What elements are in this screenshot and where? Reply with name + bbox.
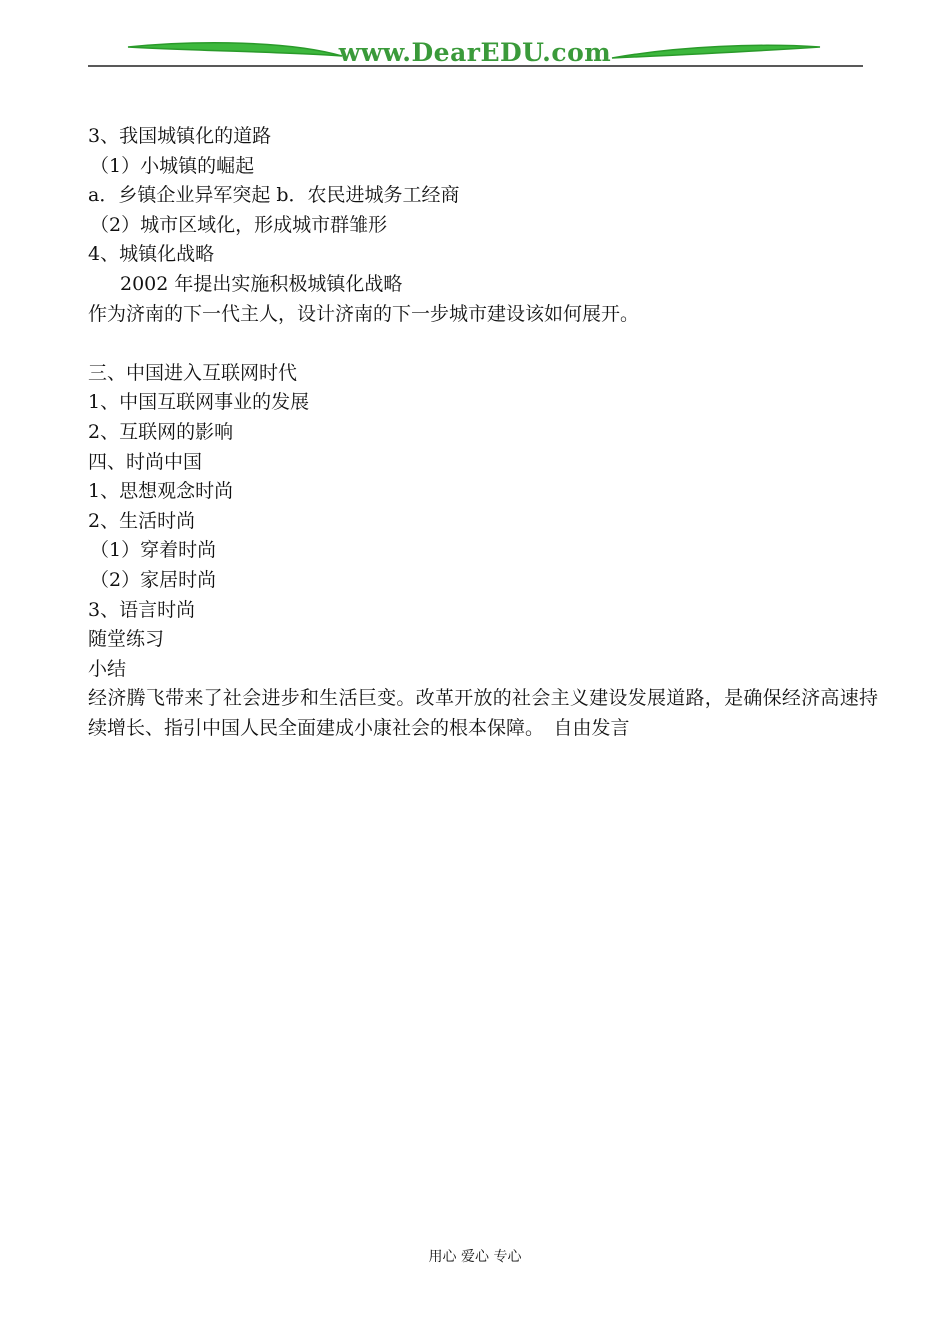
text-line: 作为济南的下一代主人，设计济南的下一步城市建设该如何展开。 (88, 302, 640, 325)
text-line: （1）穿着时尚 (90, 539, 217, 562)
site-logo-text: www.DearEDU.com (338, 38, 612, 67)
section-heading: 三、中国进入互联网时代 (88, 361, 298, 384)
document-body (88, 122, 878, 743)
left-swoosh-icon (128, 43, 342, 56)
text-line: a．乡镇企业异军突起 b．农民进城务工经商 (88, 184, 460, 207)
text-line: 1、中国互联网事业的发展 (88, 391, 310, 414)
text-line: （1）小城镇的崛起 (90, 154, 255, 177)
section-heading: 四、时尚中国 (88, 450, 203, 473)
blank-line (88, 329, 878, 359)
text-line: （2）家居时尚 (90, 568, 217, 591)
right-swoosh-icon (612, 45, 820, 58)
text-line: 3、我国城镇化的道路 (88, 125, 272, 147)
page-footer: 用心 爱心 专心 (428, 1249, 522, 1265)
text-line: 3、语言时尚 (88, 598, 196, 621)
text-line: 1、思想观念时尚 (88, 480, 234, 503)
text-line: 小结 (88, 657, 127, 680)
text-line: 随堂练习 (88, 628, 165, 651)
text-line: 2、生活时尚 (88, 509, 196, 532)
text-line: （2）城市区域化，形成城市群雏形 (90, 213, 388, 236)
page-header (0, 0, 950, 80)
text-line: 4、城镇化战略 (88, 243, 215, 266)
summary-paragraph: 经济腾飞带来了社会进步和生活巨变。改革开放的社会主义建设发展道路，是确保经济高速持续增长、指引中国人民全面建成小康社会的根本保障。 自由发言 (88, 687, 878, 739)
text-line: 2002 年提出实施积极城镇化战略 (120, 272, 403, 295)
text-line: 2、互联网的影响 (88, 420, 234, 443)
